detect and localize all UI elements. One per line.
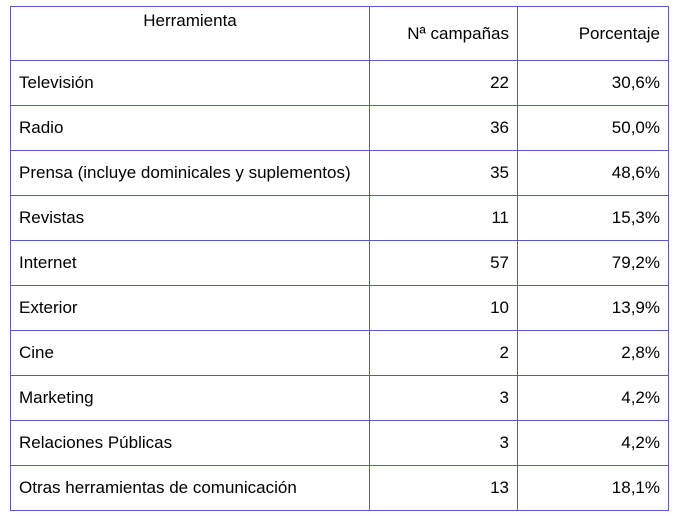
cell-percentage: 50,0%	[518, 106, 669, 151]
table-row	[11, 331, 669, 376]
cell-percentage: 4,2%	[518, 376, 669, 421]
cell-tool: Prensa (incluye dominicales y suplementos)	[11, 151, 370, 196]
cell-tool: Internet	[11, 241, 370, 286]
cell-percentage: 48,6%	[518, 151, 669, 196]
cell-campaign-count: 3	[370, 421, 518, 466]
cell-tool: Otras herramientas de comunicación	[11, 466, 370, 511]
cell-percentage: 30,6%	[518, 61, 669, 106]
header-percentage: Porcentaje	[518, 7, 669, 61]
cell-percentage: 2,8%	[518, 331, 669, 376]
cell-campaign-count: 35	[370, 151, 518, 196]
table-row	[11, 61, 669, 106]
cell-tool: Televisión	[11, 61, 370, 106]
cell-percentage: 4,2%	[518, 421, 669, 466]
table-row	[11, 376, 669, 421]
table-row	[11, 466, 669, 511]
table-row	[11, 151, 669, 196]
cell-tool: Radio	[11, 106, 370, 151]
cell-percentage: 15,3%	[518, 196, 669, 241]
table-row	[11, 286, 669, 331]
cell-tool: Relaciones Públicas	[11, 421, 370, 466]
cell-tool: Revistas	[11, 196, 370, 241]
cell-tool: Exterior	[11, 286, 370, 331]
cell-campaign-count: 3	[370, 376, 518, 421]
table-row	[11, 421, 669, 466]
cell-percentage: 18,1%	[518, 466, 669, 511]
table-header-row	[11, 7, 669, 61]
table-row	[11, 241, 669, 286]
cell-percentage: 79,2%	[518, 241, 669, 286]
cell-campaign-count: 22	[370, 61, 518, 106]
cell-campaign-count: 13	[370, 466, 518, 511]
cell-tool: Marketing	[11, 376, 370, 421]
campaign-tools-table	[10, 6, 669, 511]
cell-campaign-count: 57	[370, 241, 518, 286]
cell-percentage: 13,9%	[518, 286, 669, 331]
table-row	[11, 106, 669, 151]
header-tool: Herramienta	[11, 7, 370, 61]
cell-campaign-count: 10	[370, 286, 518, 331]
header-campaign-count: Nª campañas	[370, 7, 518, 61]
cell-campaign-count: 36	[370, 106, 518, 151]
cell-campaign-count: 11	[370, 196, 518, 241]
table-row	[11, 196, 669, 241]
cell-campaign-count: 2	[370, 331, 518, 376]
cell-tool: Cine	[11, 331, 370, 376]
